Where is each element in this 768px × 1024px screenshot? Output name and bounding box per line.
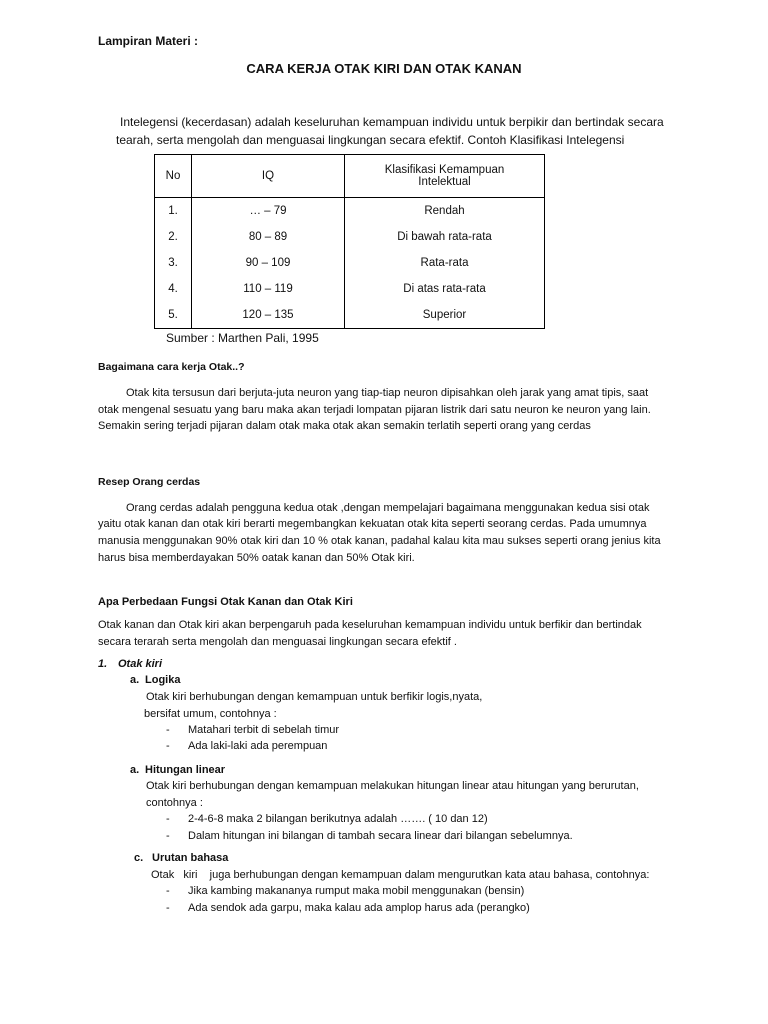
- list-marker-hitungan: a.: [130, 764, 140, 776]
- list-item-text: Dalam hitungan ini bilangan di tambah secara linear dari bilangan sebelumnya.: [188, 830, 573, 842]
- section-heading-resep: Resep Orang cerdas: [98, 476, 201, 488]
- header-no: No: [155, 155, 192, 198]
- section1-line-2: otak mengenal sesuatu yang baru maka akan terjadi lompatan pijaran listrik dari satu neuron ke neuron yang lain.: [98, 404, 651, 416]
- table-row: [155, 198, 545, 225]
- section-heading-cara-kerja: Bagaimana cara kerja Otak..?: [98, 361, 245, 373]
- attachment-label: Lampiran Materi :: [98, 34, 199, 48]
- section1-line-1: Otak kita tersusun dari berjuta-juta neuron yang tiap-tiap neuron dipisahkan oleh jarak yang amat tipis, saat: [126, 387, 649, 399]
- intro-line-1: Intelegensi (kecerdasan) adalah keseluruhan kemampuan individu untuk berpikir dan bertindak secara: [120, 115, 664, 129]
- section2-line-1: Orang cerdas adalah pengguna kedua otak ,dengan mempelajari bagaimana menggunakan kedua sisi otak: [126, 502, 650, 514]
- table-source: Sumber : Marthen Pali, 1995: [166, 331, 319, 345]
- list-item: [166, 740, 327, 752]
- list-item: [166, 830, 573, 842]
- cell-iq: 90 – 109: [192, 250, 345, 276]
- cell-no: 1.: [155, 198, 192, 225]
- list-item: [166, 885, 524, 897]
- cell-no: 2.: [155, 224, 192, 250]
- section2-line-3: manusia menggunakan 90% otak kiri dan 10 % otak kanan, padahal kalau kita mau sukses seperti orang jenius kita: [98, 535, 661, 547]
- list-item: [166, 724, 339, 736]
- list-item-text: Ada sendok ada garpu, maka kalau ada amplop harus ada (perangko): [188, 902, 530, 914]
- hitungan-heading: Hitungan linear: [145, 764, 226, 776]
- list-item: [166, 902, 530, 914]
- bullet-dash: -: [166, 902, 170, 914]
- urutan-heading: Urutan bahasa: [152, 852, 229, 864]
- intro-line-2: tearah, serta mengolah dan menguasai lingkungan secara efektif. Contoh Klasifikasi Intelegensi: [116, 133, 625, 147]
- bullet-dash: -: [166, 740, 170, 752]
- urutan-line-1: Otak kiri juga berhubungan dengan kemampuan dalam mengurutkan kata atau bahasa, contohnya:: [151, 869, 650, 881]
- table-row: [155, 276, 545, 302]
- list-item: [166, 813, 488, 825]
- logika-line-2: bersifat umum, contohnya :: [144, 708, 277, 720]
- list-number-otak-kiri: 1.: [98, 658, 108, 670]
- section3-line-1: Otak kanan dan Otak kiri akan berpengaruh pada keseluruhan kemampuan individu untuk berfikir dan bertindak: [98, 619, 642, 631]
- header-klasifikasi-line-2: Intelektual: [418, 176, 471, 188]
- cell-no: 3.: [155, 250, 192, 276]
- table-header-row: [155, 155, 545, 198]
- section1-line-3: Semakin sering terjadi pijaran dalam otak maka otak akan semakin terlatih seperti orang yang cerdas: [98, 420, 591, 432]
- list-item-text: Ada laki-laki ada perempuan: [188, 740, 328, 752]
- cell-klasifikasi: Rata-rata: [345, 250, 545, 276]
- hitungan-line-1: Otak kiri berhubungan dengan kemampuan melakukan hitungan linear atau hitungan yang berurutan,: [146, 780, 639, 792]
- section2-line-2: yaitu otak kanan dan otak kiri berarti megembangkan kekuatan otak kita seperti seorang cerdas. Pada umumnya: [98, 518, 647, 530]
- section-heading-perbedaan: Apa Perbedaan Fungsi Otak Kanan dan Otak Kiri: [98, 596, 353, 608]
- header-iq: IQ: [192, 155, 345, 198]
- list-item-text: Matahari terbit di sebelah timur: [188, 724, 340, 736]
- header-klasifikasi: [345, 155, 545, 198]
- list-item-text: 2-4-6-8 maka 2 bilangan berikutnya adalah ……. ( 10 dan 12): [188, 813, 488, 825]
- cell-iq: … – 79: [192, 198, 345, 225]
- bullet-dash: -: [166, 885, 170, 897]
- section3-line-2: secara terarah serta mengolah dan menguasai lingkungan secara efektif .: [98, 636, 457, 648]
- header-klasifikasi-line-1: Klasifikasi Kemampuan: [384, 164, 505, 176]
- hitungan-line-2: contohnya :: [146, 797, 203, 809]
- page-title: CARA KERJA OTAK KIRI DAN OTAK KANAN: [246, 61, 522, 76]
- otak-kiri-heading: Otak kiri: [118, 658, 163, 670]
- cell-klasifikasi: Di bawah rata-rata: [345, 224, 545, 250]
- logika-heading: Logika: [145, 674, 181, 686]
- cell-no: 5.: [155, 302, 192, 329]
- cell-klasifikasi: Rendah: [345, 198, 545, 225]
- iq-classification-table: [154, 154, 545, 329]
- cell-iq: 120 – 135: [192, 302, 345, 329]
- cell-no: 4.: [155, 276, 192, 302]
- list-marker-urutan: c.: [134, 852, 144, 864]
- cell-iq: 110 – 119: [192, 276, 345, 302]
- list-item-text: Jika kambing makananya rumput maka mobil menggunakan (bensin): [188, 885, 525, 897]
- table-row: [155, 224, 545, 250]
- bullet-dash: -: [166, 830, 170, 842]
- bullet-dash: -: [166, 813, 170, 825]
- table-row: [155, 302, 545, 329]
- section2-line-4: harus bisa memberdayakan 50% oatak kanan dan 50% Otak kiri.: [98, 552, 415, 564]
- cell-klasifikasi: Di atas rata-rata: [345, 276, 545, 302]
- cell-klasifikasi: Superior: [345, 302, 545, 329]
- table-row: [155, 250, 545, 276]
- bullet-dash: -: [166, 724, 170, 736]
- cell-iq: 80 – 89: [192, 224, 345, 250]
- logika-line-1: Otak kiri berhubungan dengan kemampuan untuk berfikir logis,nyata,: [146, 691, 483, 703]
- list-marker-logika: a.: [130, 674, 140, 686]
